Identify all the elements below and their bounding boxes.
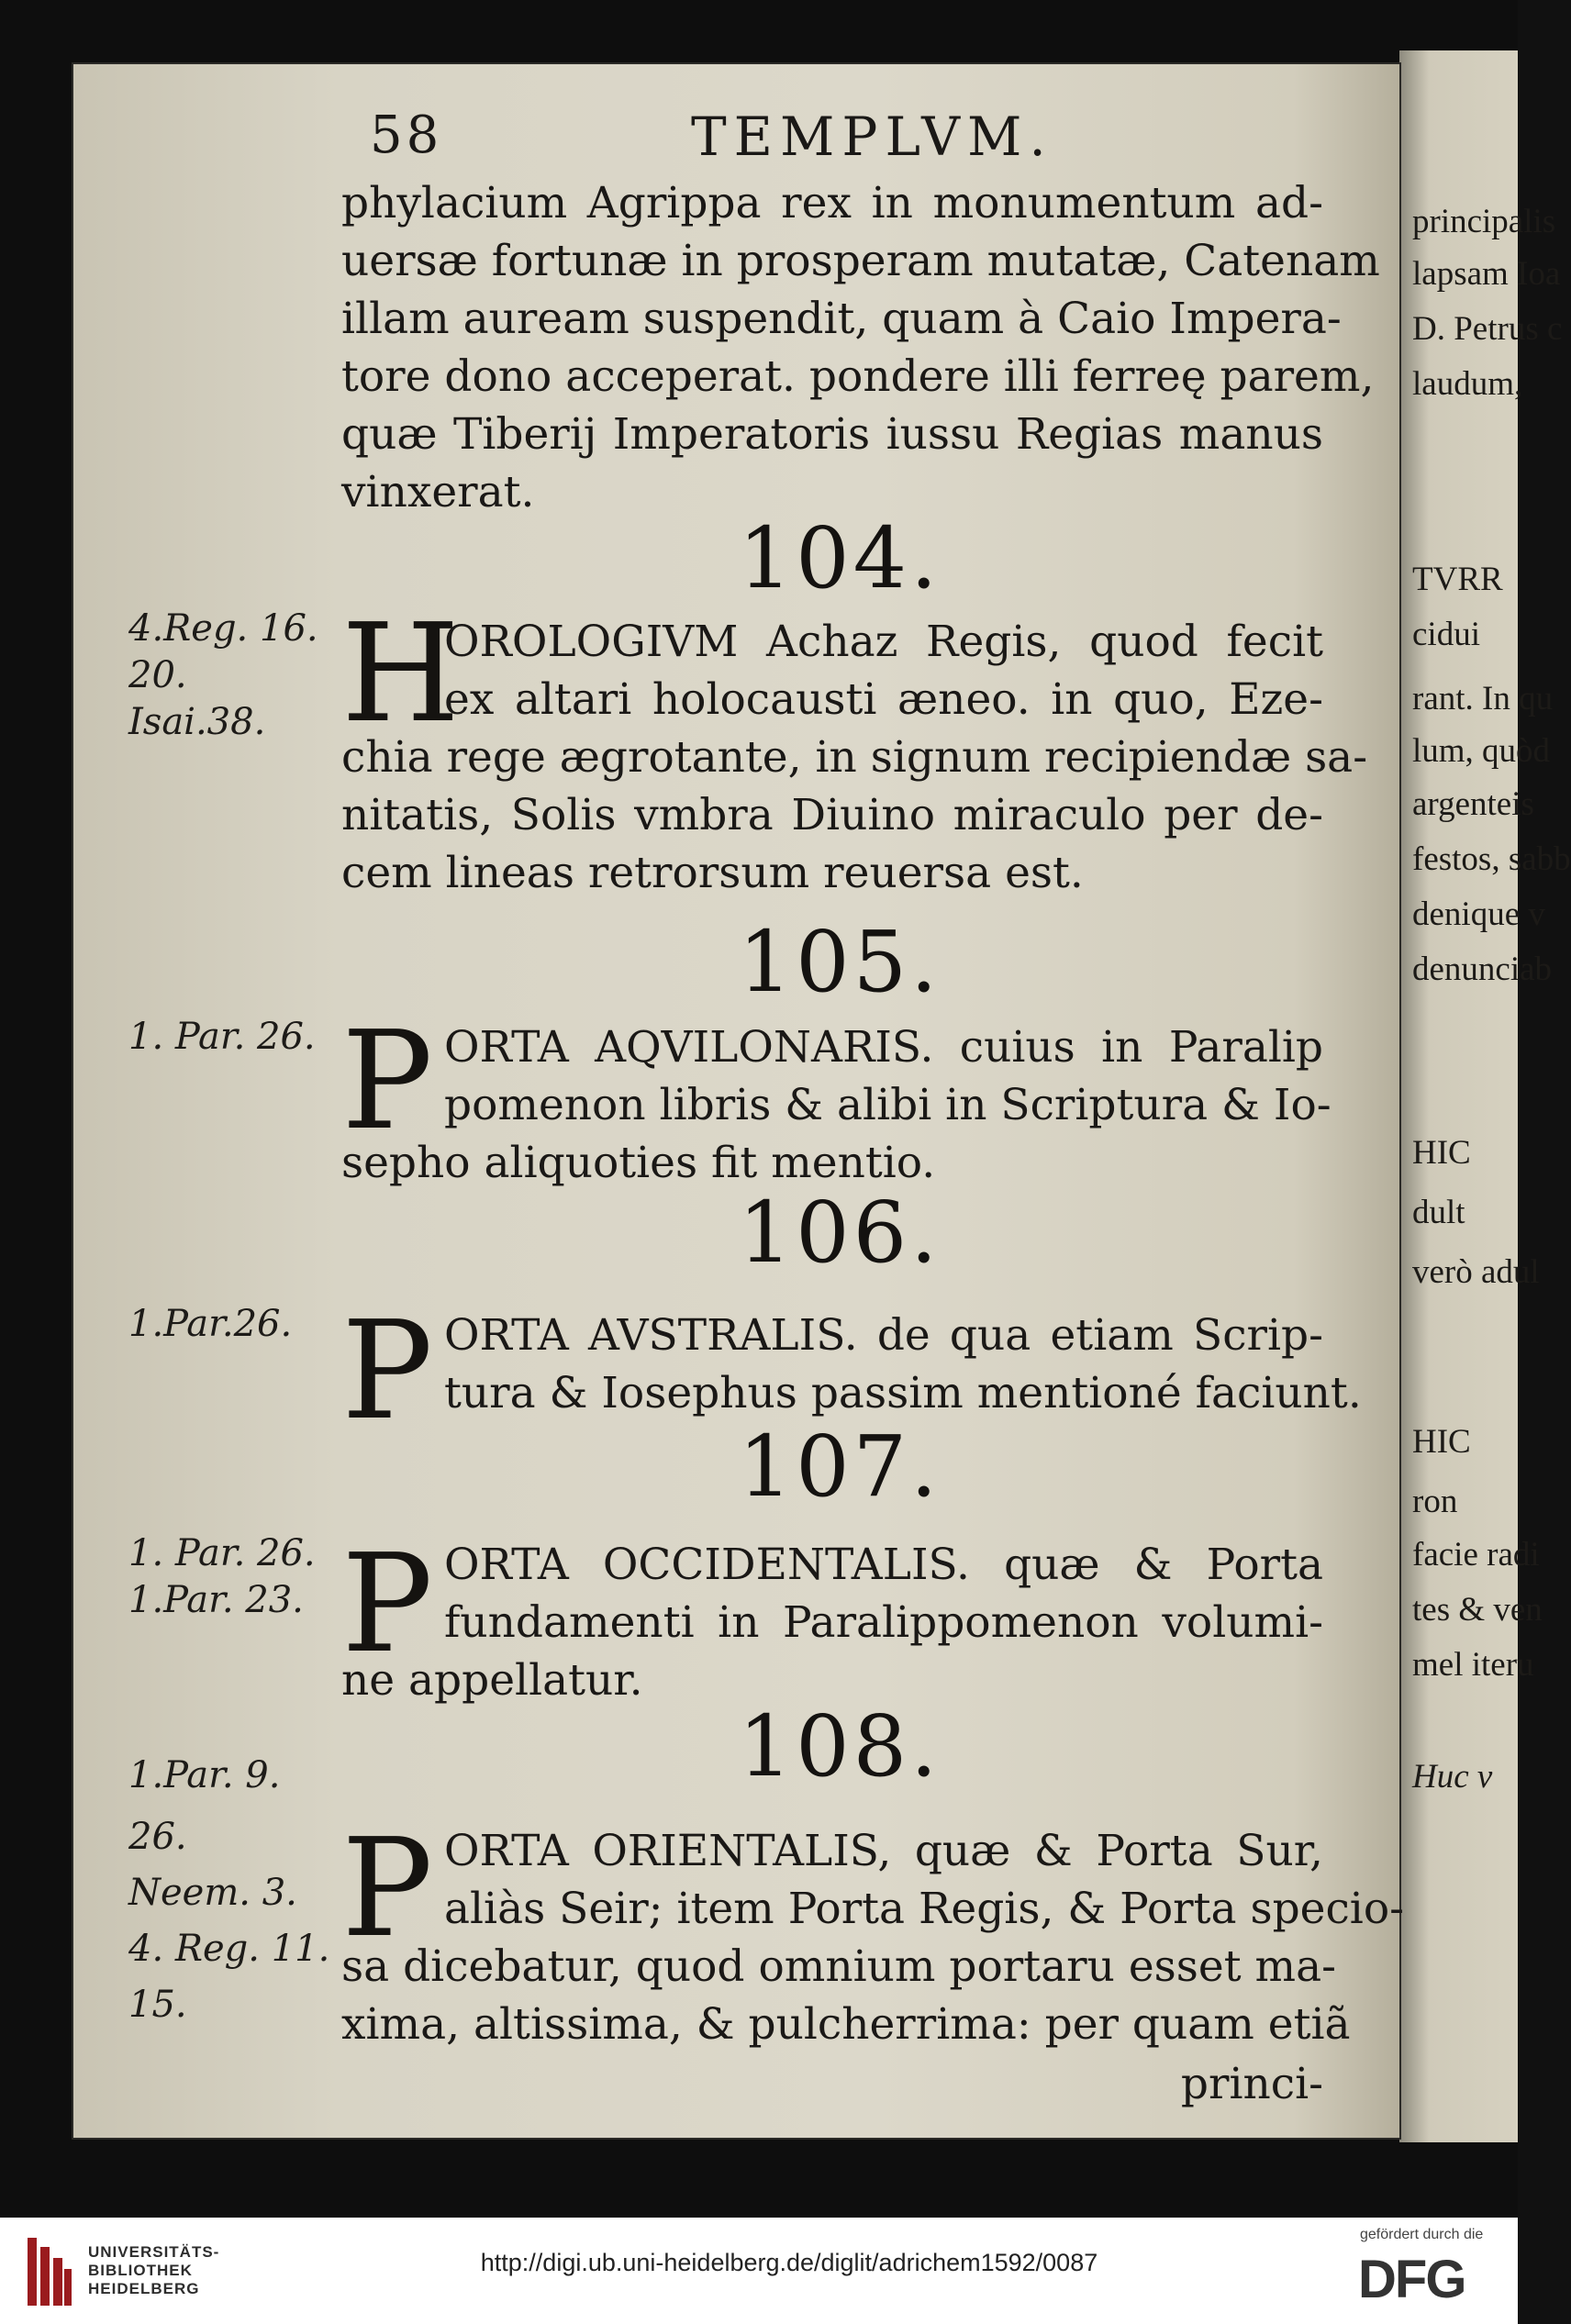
margin-ref: Isai.38. <box>128 701 266 743</box>
margin-ref: 1.Par.26. <box>128 1303 293 1345</box>
text-line: aliàs Seir; item Porta Regis, & Porta specio- <box>444 1884 1405 1934</box>
text-line: fundamenti in Paralippomenon volumi- <box>444 1597 1323 1648</box>
margin-references-107 <box>128 1530 340 1624</box>
text-line: sa dicebatur, quod omnium portaru esset ma- <box>341 1941 1337 1992</box>
text-line: tura & Iosephus passim mentioné faciunt. <box>444 1368 1362 1418</box>
next-page-fragment: cidui <box>1412 616 1480 653</box>
text-line: OROLOGIVM Achaz Regis, quod fecit <box>444 617 1323 667</box>
next-page-fragment: lapsam Ioa <box>1412 255 1561 293</box>
text-line: sepho aliquoties fit mentio. <box>341 1138 936 1188</box>
entry-number-104: 104. <box>738 509 941 607</box>
funded-by-label: gefördert durch die <box>1360 2227 1484 2242</box>
text-line: chia rege ægrotante, in signum recipiendæ sa- <box>341 732 1368 783</box>
text-line: illam auream suspendit, quam à Caio Impera- <box>341 294 1342 344</box>
text-line: uersæ fortunæ in prosperam mutatæ, Catenam <box>341 236 1380 286</box>
next-page-fragment: denique v <box>1412 895 1545 933</box>
text-line: ne appellatur. <box>341 1655 643 1706</box>
next-page-fragment: rant. In qu <box>1412 680 1554 717</box>
next-page-fragment: festos, sabb <box>1412 840 1571 878</box>
margin-references-104 <box>128 606 340 746</box>
entry-text-106 <box>341 1307 1362 1422</box>
entry-text-105 <box>341 1002 1331 1192</box>
next-page-fragment: mel iteru <box>1412 1646 1534 1684</box>
text-line: tore dono acceperat. pondere illi ferreę parem, <box>341 351 1375 402</box>
dropcap-107: P <box>341 1525 433 1683</box>
next-page-fragment: ron <box>1412 1483 1458 1520</box>
margin-references-105 <box>128 1014 340 1061</box>
running-head <box>370 106 1425 170</box>
next-page-fragment: verò adul <box>1412 1253 1540 1291</box>
entry-text-104 <box>341 595 1368 902</box>
intro-paragraph <box>341 174 1380 521</box>
permalink-url[interactable]: http://digi.ub.uni-heidelberg.de/diglit/adrichem1592/0087 <box>480 2249 1098 2276</box>
next-page-fragment: HIC <box>1412 1134 1471 1172</box>
entry-number-105: 105. <box>738 913 941 1011</box>
margin-ref: 4. Reg. 11. <box>128 1928 330 1970</box>
text-line: pomenon libris & alibi in Scriptura & Io- <box>444 1080 1331 1130</box>
next-page-fragment: HIC <box>1412 1423 1471 1461</box>
dropcap-105: P <box>341 1002 433 1160</box>
next-page-fragment: tes & ven <box>1412 1591 1543 1629</box>
next-page-fragment: dult <box>1412 1194 1465 1231</box>
entry-text-107 <box>341 1525 1323 1709</box>
margin-ref: 20. <box>128 654 187 696</box>
entry-number-106: 106. <box>738 1184 941 1282</box>
next-page-fragment: argenteis <box>1412 785 1534 823</box>
dfg-logo: DFG <box>1358 2250 1465 2309</box>
text-line: quæ Tiberij Imperatoris iussu Regias manus <box>341 409 1323 460</box>
catchword: princi- <box>1180 2059 1323 2109</box>
entry-number-107: 107. <box>738 1418 941 1516</box>
institution-line: HEIDELBERG <box>88 2280 200 2297</box>
margin-ref: 1.Par. 23. <box>128 1579 304 1621</box>
next-page-fragment: denunciab <box>1412 951 1553 988</box>
margin-ref: 26. <box>128 1816 187 1858</box>
next-page-fragment: laudum, <box>1412 365 1523 403</box>
text-line: cem lineas retrorsum reuersa est. <box>341 848 1084 898</box>
page-number: 58 <box>370 106 443 165</box>
text-line: nitatis, Solis vmbra Diuino miraculo per de- <box>341 790 1323 840</box>
institution-line: UNIVERSITÄTS- <box>88 2243 220 2261</box>
dropcap-108: P <box>341 1809 433 1967</box>
viewer-footer <box>0 2218 1518 2324</box>
next-page-fragment: lum, quòd <box>1412 732 1551 770</box>
dropcap-104: H <box>341 595 461 752</box>
margin-references-108 <box>128 1752 340 2029</box>
dropcap-106: P <box>341 1292 433 1450</box>
margin-ref: 1. Par. 26. <box>128 1016 316 1058</box>
next-page-fragment: D. Petrus c <box>1412 310 1563 348</box>
university-library-logo-icon <box>28 2238 72 2306</box>
adjacent-page-edge <box>1399 50 1571 2142</box>
text-line: ORTA ORIENTALIS, quæ & Porta Sur, <box>444 1826 1323 1876</box>
text-line: ORTA OCCIDENTALIS. quæ & Porta <box>444 1540 1323 1590</box>
next-page-fragment: TVRR <box>1412 561 1503 598</box>
text-line: ORTA AQVILONARIS. cuius in Paralip <box>444 1022 1323 1073</box>
entry-number-108: 108. <box>738 1697 941 1796</box>
next-page-fragment: principalis <box>1412 203 1556 240</box>
institution-line: BIBLIOTHEK <box>88 2262 193 2279</box>
next-page-fragment: facie radi <box>1412 1536 1540 1573</box>
margin-ref: Neem. 3. <box>128 1872 297 1914</box>
catchword-block <box>341 2055 1323 2113</box>
text-line: vinxerat. <box>341 467 535 517</box>
entry-text-108 <box>341 1809 1405 2053</box>
next-page-fragment: Huc v <box>1412 1758 1493 1796</box>
margin-ref: 1. Par. 26. <box>128 1532 316 1574</box>
text-line: xima, altissima, & pulcherrima: per quam etiã <box>341 1999 1351 2050</box>
institution-name <box>88 2243 219 2298</box>
text-line: ex altari holocausti æneo. in quo, Eze- <box>444 674 1323 725</box>
margin-ref: 15. <box>128 1984 187 2026</box>
margin-ref: 4.Reg. 16. <box>128 607 318 650</box>
text-line: phylacium Agrippa rex in monumentum ad- <box>341 178 1323 228</box>
margin-references-106 <box>128 1301 340 1348</box>
running-title: TEMPLVM. <box>691 106 1053 168</box>
margin-ref: 1.Par. 9. <box>128 1754 281 1796</box>
text-line: ORTA AVSTRALIS. de qua etiam Scrip- <box>444 1310 1323 1361</box>
